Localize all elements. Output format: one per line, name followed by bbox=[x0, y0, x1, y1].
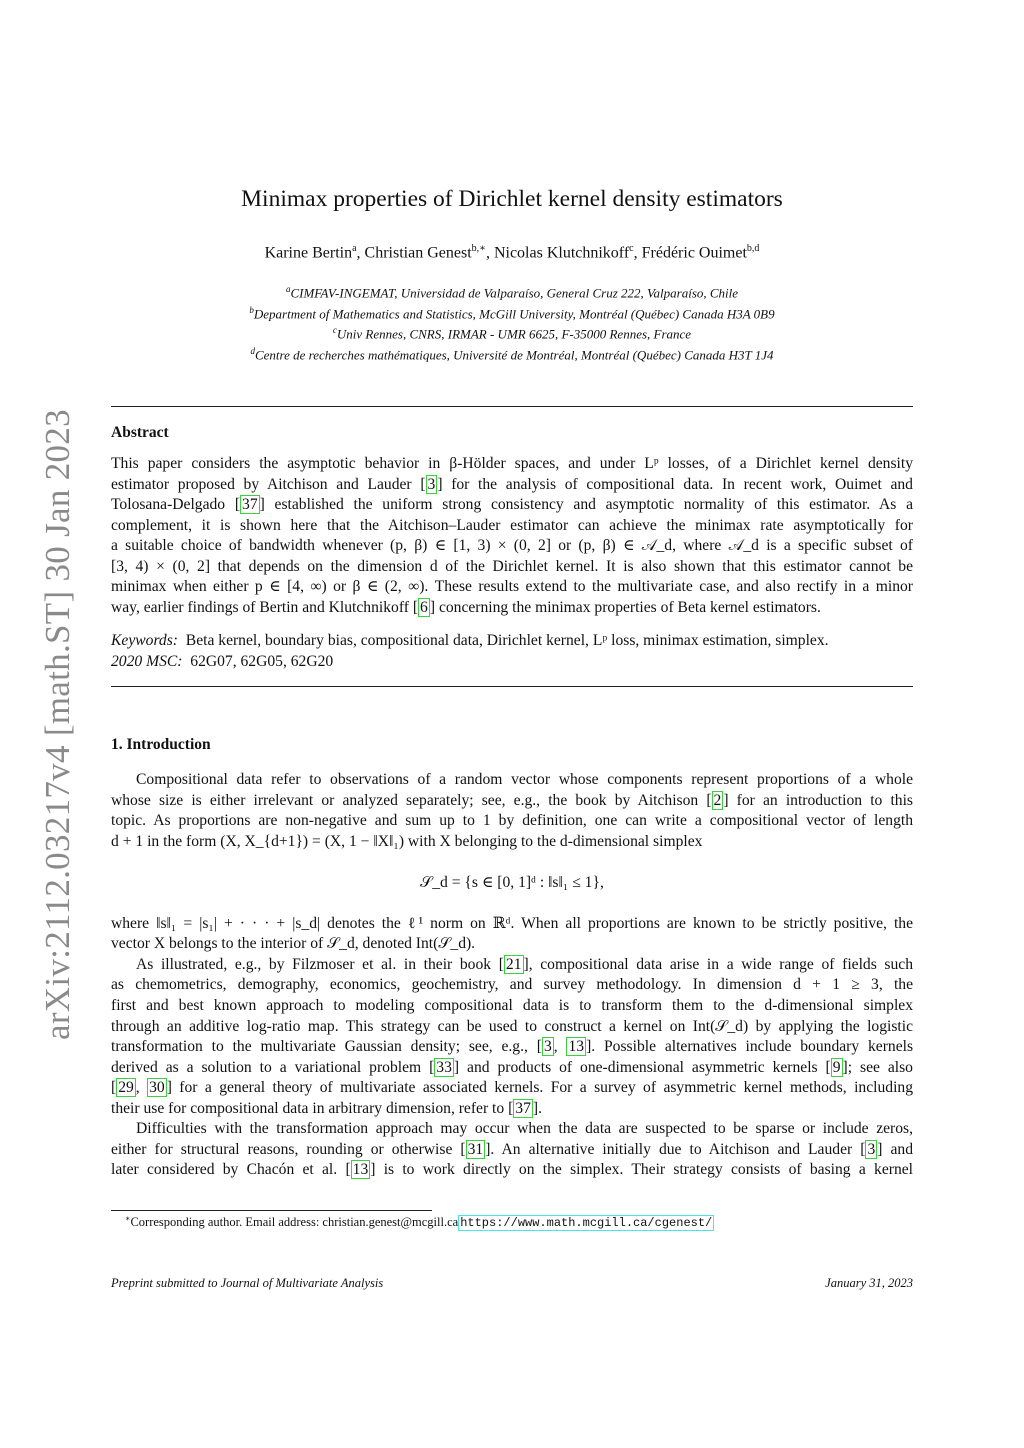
affil-text: Centre de recherches mathématiques, Université de Montréal, Montréal (Québec) Canada H3T 1J4 bbox=[254, 347, 774, 363]
msc-label: 2020 MSC: bbox=[111, 652, 183, 670]
text-line: Compositional data refer to observations of a random vector whose components represent proportions of a whole bbox=[136, 771, 913, 788]
footnote bbox=[125, 1214, 714, 1230]
affiliation bbox=[0, 281, 1024, 302]
author-list: Karine Bertin$^a$, Christian Genest$^{b,∗}$, Nicolas Klutchnikoff$^c$, Frédéric Ouimet$^{b,d}$ bbox=[264, 243, 760, 262]
author-affil-mark: c bbox=[629, 243, 634, 254]
text-line: first and best known approach to modeling compositional data is to transform them to the d-dimensional simplex bbox=[111, 997, 913, 1015]
citation-link[interactable]: 37 bbox=[242, 496, 258, 514]
author: Christian Genest bbox=[364, 244, 472, 262]
text-line: As illustrated, e.g., by Filzmoser et al. in their book [ 21 ], compositional data arise in a wide range of fields such bbox=[136, 955, 914, 973]
keywords-text: Beta kernel, boundary bias, compositional data, Dirichlet kernel, Lᵖ loss, minimax estimation, simplex. bbox=[185, 632, 829, 649]
affil-mark: d bbox=[250, 345, 255, 356]
footnote-divider bbox=[111, 1210, 432, 1211]
citation-link[interactable]: 13 bbox=[568, 1038, 585, 1056]
affil-text: Univ Rennes, CNRS, IRMAR - UMR 6625, F-35000 Rennes, France bbox=[336, 326, 692, 342]
citation-link[interactable]: 30 bbox=[149, 1079, 165, 1097]
text-line: vector X belongs to the interior of 𝒮_d, denoted Int(𝒮_d). bbox=[111, 935, 476, 953]
text-line: minimax when either p ∈ [4, ∞) or β ∈ (2, ∞). These results extend to the multivariate case, and also rectify in a minor bbox=[111, 578, 913, 596]
text-line: later considered by Chacón et al. [ 13 ] is to work directly on the simplex. Their strategy consists of basing a kernel bbox=[111, 1161, 913, 1179]
footnote-mark: ∗ bbox=[125, 1214, 131, 1223]
arxiv-stamp: arXiv:2112.03217v4 [math.ST] 30 Jan 2023 bbox=[38, 409, 77, 1040]
text-line bbox=[111, 852, 913, 873]
citation-link[interactable]: 29 bbox=[118, 1079, 134, 1097]
author: Karine Bertin bbox=[264, 244, 353, 262]
author: Frédéric Ouimet bbox=[641, 244, 747, 262]
citation-link[interactable]: 3 bbox=[427, 475, 436, 493]
text-line: [ 29 , 30 ] for a general theory of multivariate associated kernels. For a survey of asymmetric kernel methods, including bbox=[111, 1079, 914, 1097]
text-line: as chemometrics, demography, economics, geochemistry, and survey methodology. In dimension d + 1 ≥ 3, the bbox=[111, 976, 913, 994]
text-line: This paper considers the asymptotic behavior in β-Hölder spaces, and under Lᵖ losses, of a Dirichlet kernel density bbox=[111, 455, 913, 472]
introduction-body bbox=[111, 770, 913, 1181]
text-line: estimator proposed by Aitchison and Lauder [ 3 ] for the analysis of compositional data. In recent work, Ouimet and bbox=[111, 475, 913, 493]
text-line: d + 1 in the form (X, X_{d+1}) = (X, 1 − ‖X‖₁) with X belonging to the d-dimensional simplex bbox=[111, 832, 703, 850]
section-heading-introduction: 1. Introduction bbox=[111, 736, 211, 753]
citation-link[interactable]: 31 bbox=[467, 1140, 484, 1158]
citation-link[interactable]: 6 bbox=[420, 598, 428, 616]
text-line: topic. As proportions are non-negative and sum up to 1 by definition, one can write a compositional vector of length bbox=[111, 812, 913, 830]
equation: 𝒮_d = {s ∈ [0, 1]ᵈ : ‖s‖₁ ≤ 1}, bbox=[420, 873, 604, 891]
text-line: Tolosana-Delgado [ 37 ] established the uniform strong consistency and asymptotic normality of this estimator. As a bbox=[111, 496, 913, 514]
citation-link[interactable]: 21 bbox=[505, 955, 522, 973]
divider bbox=[111, 406, 913, 407]
citation-link[interactable]: 13 bbox=[352, 1161, 369, 1179]
author: Nicolas Klutchnikoff bbox=[493, 244, 630, 262]
affil-text: Department of Mathematics and Statistics, McGill University, Montréal (Québec) Canada H3A 0B9 bbox=[253, 305, 775, 321]
keywords bbox=[111, 631, 829, 672]
text-line: their use for compositional data in arbitrary dimension, refer to [ 37 ]. bbox=[111, 1099, 542, 1117]
divider bbox=[111, 686, 913, 687]
affil-mark: a bbox=[285, 284, 291, 294]
affiliations bbox=[0, 281, 1024, 364]
author-affil-mark: a bbox=[352, 243, 357, 254]
citation-link[interactable]: 33 bbox=[436, 1058, 452, 1076]
text-line: where ‖s‖₁ = |s₁| + · · · + |s_d| denotes the ℓ¹ norm on ℝᵈ. When all proportions are known to be strictly positive, the bbox=[111, 914, 913, 932]
text-line: complement, it is shown here that the Aitchison–Lauder estimator can achieve the minimax rate asymptotically for bbox=[111, 516, 913, 534]
author-affil-mark: b,d bbox=[746, 243, 760, 254]
text-line: whose size is either irrelevant or analyzed separately; see, e.g., the book by Aitchison [ 2 ] for an introduction to this bbox=[111, 791, 913, 809]
keywords-label: Keywords: bbox=[111, 632, 178, 649]
citation-link[interactable]: 3 bbox=[867, 1140, 876, 1158]
text-line: either for structural reasons, rounding or otherwise [ 31 ]. An alternative initially due to Aitchison and Lauder [ 3 ] and bbox=[111, 1140, 913, 1158]
abstract-heading: Abstract bbox=[111, 424, 169, 441]
author-affil-mark: b,∗ bbox=[471, 243, 486, 254]
text-line: way, earlier findings of Bertin and Klutchnikoff [ 6 ] concerning the minimax properties of Beta kernel estimators. bbox=[111, 598, 821, 616]
text-line: transformation to the multivariate Gaussian density; see, e.g., [ 3 , 13 ]. Possible alternatives include boundary kernels bbox=[111, 1038, 914, 1056]
text-line: through an additive log-ratio map. This strategy can be used to construct a kernel on Int(𝒮_d) by applying the logistic bbox=[111, 1017, 913, 1035]
affiliation bbox=[0, 343, 1024, 364]
citation-link[interactable]: 9 bbox=[832, 1058, 841, 1076]
homepage-link[interactable]: https://www.math.mcgill.ca/cgenest/ bbox=[460, 1216, 713, 1231]
citation-link[interactable]: 2 bbox=[713, 791, 722, 809]
citation-link[interactable]: 37 bbox=[515, 1099, 531, 1117]
paper-title: Minimax properties of Dirichlet kernel density estimators bbox=[241, 186, 783, 212]
text-line bbox=[111, 893, 913, 914]
text-line: derived as a solution to a variational problem [ 33 ] and products of one-dimensional asymmetric kernels [ 9 ]; see also bbox=[111, 1058, 913, 1076]
msc-codes: 62G07, 62G05, 62G20 bbox=[190, 652, 334, 670]
footnote-text: Corresponding author. Email address: christian.genest@mcgill.ca bbox=[130, 1215, 459, 1230]
footer-date: January 31, 2023 bbox=[825, 1276, 913, 1290]
footer-journal: Preprint submitted to Journal of Multivariate Analysis bbox=[111, 1276, 384, 1290]
affil-mark: c bbox=[332, 325, 337, 336]
affiliation bbox=[0, 322, 1024, 343]
affil-mark: b bbox=[249, 304, 254, 315]
text-line: [3, 4) × (0, 2] that depends on the dimension d of the Dirichlet kernel. It is also shown that this estimator cannot be bbox=[111, 557, 913, 575]
abstract-body bbox=[111, 454, 913, 618]
affil-text: CIMFAV-INGEMAT, Universidad de Valparaíso, General Cruz 222, Valparaíso, Chile bbox=[290, 285, 739, 301]
affiliation bbox=[0, 302, 1024, 323]
text-line: Difficulties with the transformation approach may occur when the data are suspected to be sparse or include zeros, bbox=[136, 1120, 913, 1138]
text-line: a suitable choice of bandwidth whenever (p, β) ∈ [1, 3) × (0, 2] or (p, β) ∈ 𝒜_d, where 𝒜_d is a specific subset of bbox=[111, 537, 913, 555]
citation-link[interactable]: 3 bbox=[543, 1038, 552, 1056]
